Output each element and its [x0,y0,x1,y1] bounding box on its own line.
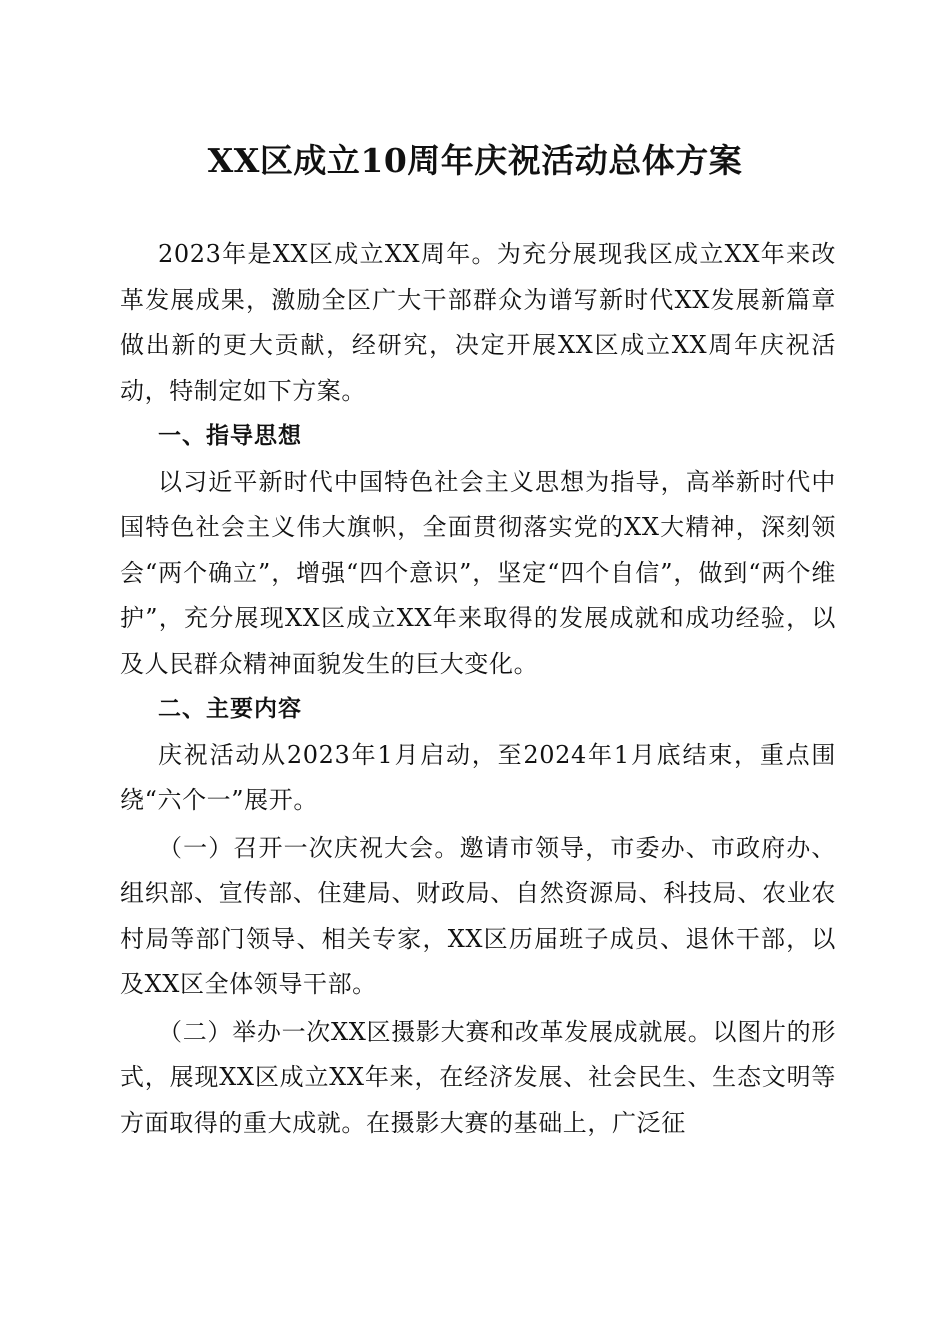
item-text-2: 以图片的形式，展现XX区成立XX年来，在经济发展、社会民生、生态文明等方面取得的重大成就。在摄影大赛的基础上，广泛征 [120,1017,836,1137]
section-heading-main-content: 二、主要内容 [158,696,302,722]
item-text-1: 邀请市领导，市委办、市政府办、组织部、宣传部、住建局、财政局、自然资源局、科技局、农业农村局等部门领导、相关专家，XX区历届班子成员、退休干部，以及XX区全体领导干部。 [120,833,837,998]
section-heading-guiding-thought: 一、指导思想 [158,423,302,449]
section-text-guiding-thought: 以习近平新时代中国特色社会主义思想为指导，高举新时代中国特色社会主义伟大旗帜，全面贯彻落实党的XX大精神，深刻领会“两个确立”，增强“四个意识”，坚定“四个自信”，做到“两个维护”，充分展现XX区成立XX年来取得的发展成就和成功经验，以及人民群众精神面貌发生的巨大变化。 [120,467,836,678]
item-lead-1: （一）召开一次庆祝大会。 [158,833,460,862]
item-lead-2: （二）举办一次XX区摄影大赛和改革发展成就展。 [158,1017,713,1046]
intro-paragraph: 2023年是XX区成立XX周年。为充分展现我区成立XX年来改革发展成果，激励全区广大干部群众为谱写新时代XX发展新篇章做出新的更大贡献，经研究，决定开展XX区成立XX周年庆祝活动，特制定如下方案。 [120,240,836,405]
item-paragraph-2 [120,1010,836,1147]
section-text-main-content: 庆祝活动从2023年1月启动，至2024年1月底结束，重点围绕“六个一”展开。 [120,740,836,814]
document-body [120,232,836,1146]
item-paragraph-1 [120,826,836,1008]
document-title: XX区成立10周年庆祝活动总体方案 [207,141,743,180]
